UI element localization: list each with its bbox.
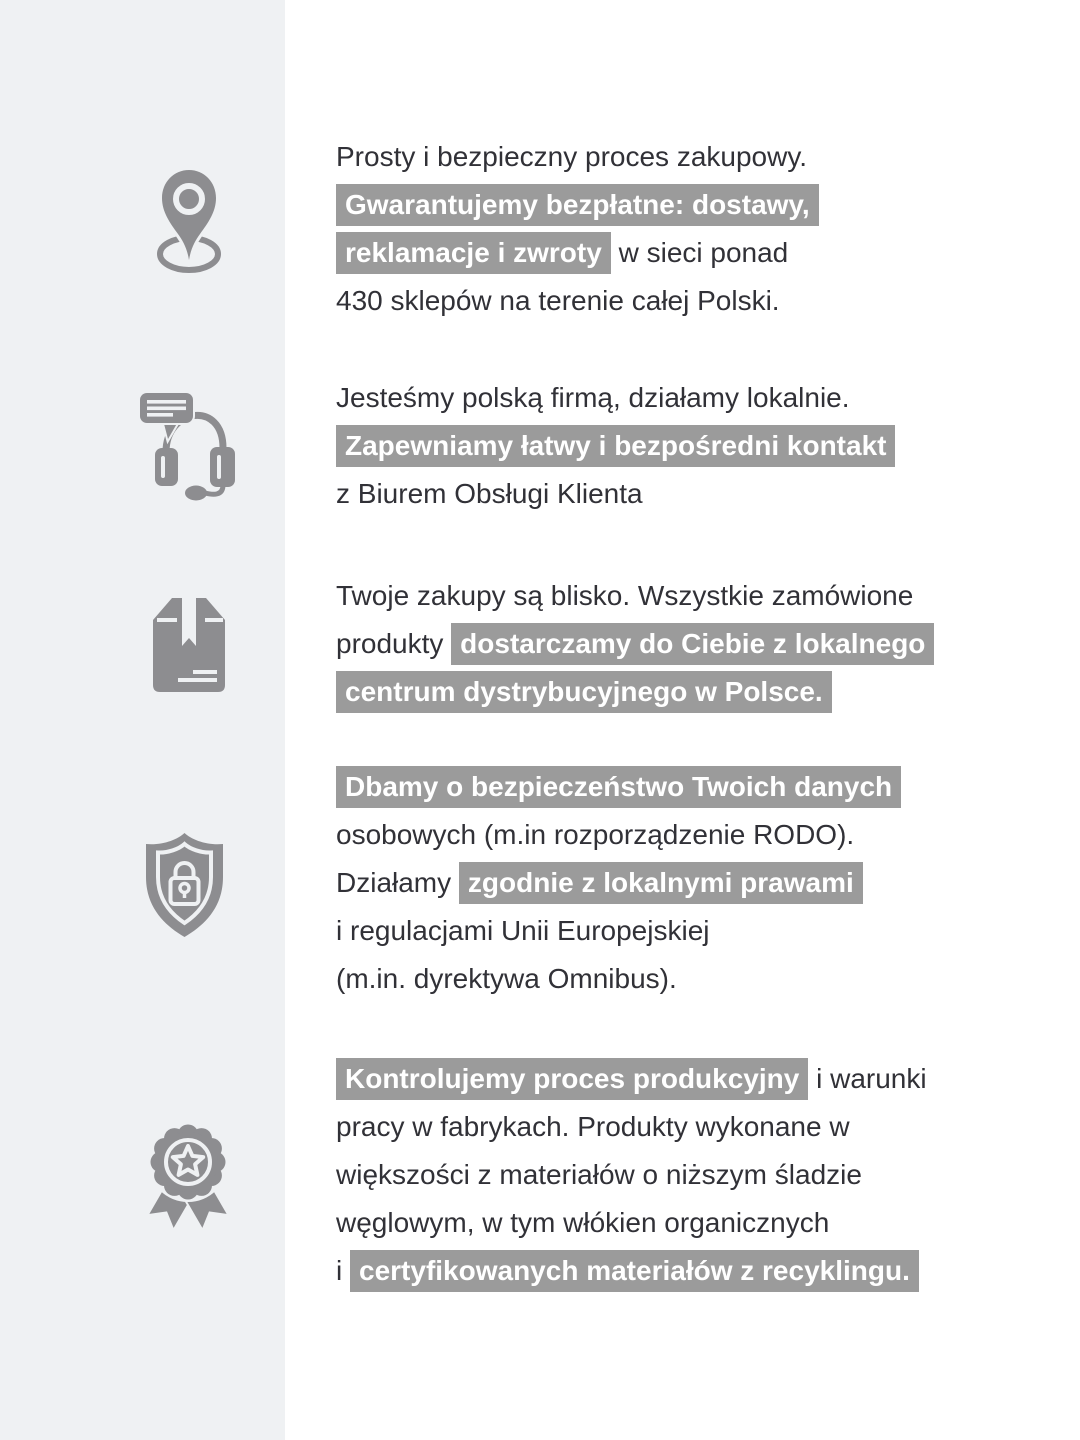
plain-text: w sieci ponad xyxy=(610,237,789,268)
text-line xyxy=(336,811,901,859)
plain-text: i regulacjami Unii Europejskiej xyxy=(336,915,710,946)
text-line xyxy=(336,955,901,1003)
highlighted-text: Kontrolujemy proces produkcyjny xyxy=(336,1058,808,1100)
text-line xyxy=(336,229,819,277)
highlighted-text: Dbamy o bezpieczeństwo Twoich danych xyxy=(336,766,901,808)
text-line xyxy=(336,859,901,907)
plain-text: większości z materiałów o niższym śladzie xyxy=(336,1159,862,1190)
text-line xyxy=(336,181,819,229)
text-line xyxy=(336,422,895,470)
highlighted-text: dostarczamy do Ciebie z lokalnego xyxy=(451,623,934,665)
plain-text: produkty xyxy=(336,628,452,659)
highlighted-text: reklamacje i zwroty xyxy=(336,232,611,274)
headset-chat-icon xyxy=(139,390,237,506)
plain-text: Działamy xyxy=(336,867,459,898)
text-line xyxy=(336,907,901,955)
benefit-block-security xyxy=(336,763,901,1003)
package-icon xyxy=(150,597,228,693)
plain-text: z Biurem Obsługi Klienta xyxy=(336,478,643,509)
plain-text: i warunki xyxy=(808,1063,927,1094)
text-line xyxy=(336,277,819,325)
plain-text: osobowych (m.in rozporządzenie RODO). xyxy=(336,819,855,850)
text-line xyxy=(336,1199,927,1247)
plain-text: węglowym, w tym włókien organicznych xyxy=(336,1207,830,1238)
text-line xyxy=(336,620,934,668)
plain-text: Jesteśmy polską firmą, działamy lokalnie. xyxy=(336,382,850,413)
text-line xyxy=(336,763,901,811)
plain-text: pracy w fabrykach. Produkty wykonane w xyxy=(336,1111,850,1142)
plain-text: Twoje zakupy są blisko. Wszystkie zamówione xyxy=(336,580,914,611)
text-line xyxy=(336,1055,927,1103)
highlighted-text: certyfikowanych materiałów z recyklingu. xyxy=(350,1250,919,1292)
highlighted-text: Gwarantujemy bezpłatne: dostawy, xyxy=(336,184,819,226)
plain-text: (m.in. dyrektywa Omnibus). xyxy=(336,963,677,994)
benefit-block-production xyxy=(336,1055,927,1295)
plain-text: i xyxy=(336,1255,350,1286)
text-line xyxy=(336,1103,927,1151)
shield-lock-icon xyxy=(137,830,232,940)
text-line xyxy=(336,668,934,716)
text-line xyxy=(336,1151,927,1199)
plain-text: 430 sklepów na terenie całej Polski. xyxy=(336,285,780,316)
benefit-block-shops xyxy=(336,133,819,325)
highlighted-text: zgodnie z lokalnymi prawami xyxy=(459,862,863,904)
highlighted-text: Zapewniamy łatwy i bezpośredni kontakt xyxy=(336,425,895,467)
text-line xyxy=(336,374,895,422)
plain-text: Prosty i bezpieczny proces zakupowy. xyxy=(336,141,808,172)
text-line xyxy=(336,1247,927,1295)
award-badge-icon xyxy=(133,1120,243,1238)
location-pin-icon xyxy=(156,168,222,274)
text-line xyxy=(336,133,819,181)
text-line xyxy=(336,572,934,620)
highlighted-text: centrum dystrybucyjnego w Polsce. xyxy=(336,671,832,713)
benefit-block-contact xyxy=(336,374,895,518)
benefit-block-delivery xyxy=(336,572,934,716)
text-line xyxy=(336,470,895,518)
